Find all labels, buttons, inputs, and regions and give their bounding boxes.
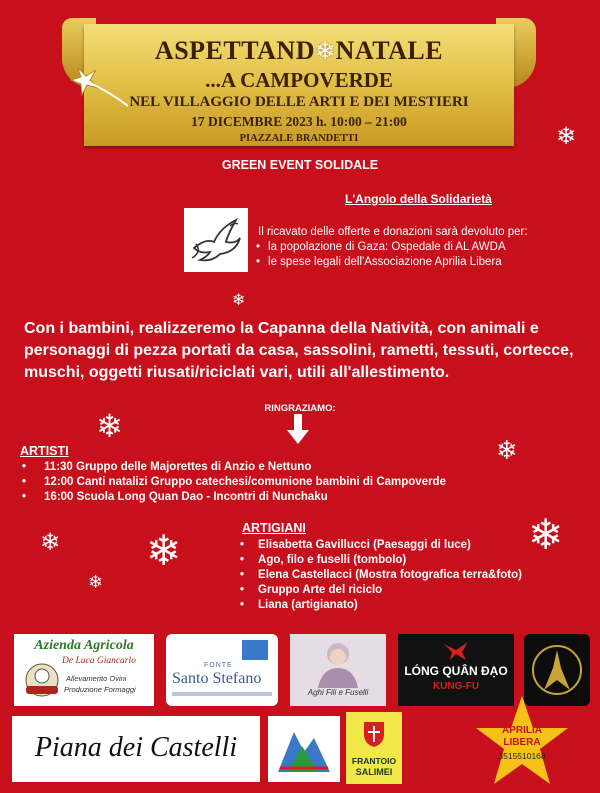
event-date: 17 DICEMBRE 2023 h. 10:00 – 21:00 [191, 114, 407, 129]
snowflake-icon: ❄ [96, 407, 123, 445]
kick-silhouette-icon [442, 640, 470, 662]
artisans-heading: ARTIGIANI [242, 521, 306, 535]
bambini-paragraph: Con i bambini, realizzeremo la Capanna della Natività, con animali e personaggi di pezza portati da casa, sassolini, rametti, tessuti, cortecce, muschi, oggetti riusati/riciclati vari, utili all'allestimento. [24, 320, 574, 381]
logo-long-quan-dao: LÓNG QUÂN ĐẠO KUNG-FU [398, 634, 514, 706]
banner-subtitle-2: NEL VILLAGGIO DELLE ARTI E DEI MESTIERI [129, 94, 469, 110]
list-item: • 12:00 Canti natalizi Gruppo catechesi/comunione bambini di Campoverde [22, 476, 446, 488]
logo-map-association [268, 716, 340, 782]
thanks-heading: RINGRAZIAMO: [264, 403, 336, 414]
banner-title: ASPETTAND❄NATALE [154, 36, 444, 65]
lady-portrait-icon [312, 638, 364, 688]
snowflake-icon: ❄ [496, 436, 518, 466]
logo-azienda-agricola: Azienda Agricola De Luca Giancarlo Allevamento Ovini Produzione Formaggi [14, 634, 154, 706]
arrow-down-icon [287, 414, 309, 444]
logo-aghi-fili-fuselli: Aghi Fili e Fuselli [290, 634, 386, 706]
solidarity-list [256, 241, 506, 271]
farm-emblem-icon [22, 658, 62, 700]
list-item: • Elena Castellacci (Mostra fotografica terra&foto) [240, 569, 522, 581]
list-item: • 11:30 Gruppo delle Majorettes di Anzio e Nettuno [22, 461, 446, 473]
snowflake-icon: ❄ [314, 37, 336, 65]
water-badge-icon [242, 640, 268, 660]
snowflake-icon: ❄ [146, 526, 182, 575]
event-place: PIAZZALE BRANDETTI [239, 133, 359, 144]
badge-line-2: LIBERA [503, 737, 541, 748]
list-item: • le spese legali dell'Associazione Aprilia Libera [256, 256, 506, 268]
map-icon [274, 722, 334, 776]
list-item: • Elisabetta Gavillucci (Paesaggi di luce) [240, 539, 522, 551]
majorette-icon [530, 640, 584, 700]
solidarity-intro: Il ricavato delle offerte e donazioni sarà devoluto per: [258, 226, 528, 238]
logo-frantoio-salimei: FRANTOIO SALIMEI [346, 712, 402, 784]
artists-heading: ARTISTI [20, 444, 69, 458]
list-item: • Gruppo Arte del riciclo [240, 584, 522, 596]
list-item: • Liana (artigianato) [240, 599, 522, 611]
title-banner [62, 18, 536, 150]
snowflake-icon: ❄ [40, 528, 61, 556]
snowflake-icon: ❄ [528, 510, 564, 559]
list-item: • la popolazione di Gaza: Ospedale di AL AWDA [256, 241, 506, 253]
snowflake-icon: ❄ [88, 572, 104, 593]
list-item: • 16:00 Scuola Long Quan Dao - Incontri di Nunchaku [22, 491, 446, 503]
dove-icon [184, 208, 248, 272]
logo-piana-dei-castelli: Piana dei Castelli [12, 716, 260, 782]
green-event-heading: GREEN EVENT SOLIDALE [221, 158, 379, 172]
list-item: • Ago, filo e fuselli (tombolo) [240, 554, 522, 566]
badge-line-1: APRILIA [502, 725, 542, 736]
logo-santo-stefano: FONTE Santo Stefano [166, 634, 278, 706]
badge-phone: 3515510168 [498, 751, 546, 761]
artists-list [22, 461, 446, 506]
artisans-list [240, 539, 522, 614]
solidarity-title: L'Angolo della Solidarietà [345, 192, 492, 206]
snowflake-icon: ❄ [556, 122, 577, 150]
banner-subtitle: ...A CAMPOVERDE [205, 68, 393, 92]
snowflake-icon: ❄ [232, 290, 246, 309]
shield-icon [362, 720, 386, 748]
